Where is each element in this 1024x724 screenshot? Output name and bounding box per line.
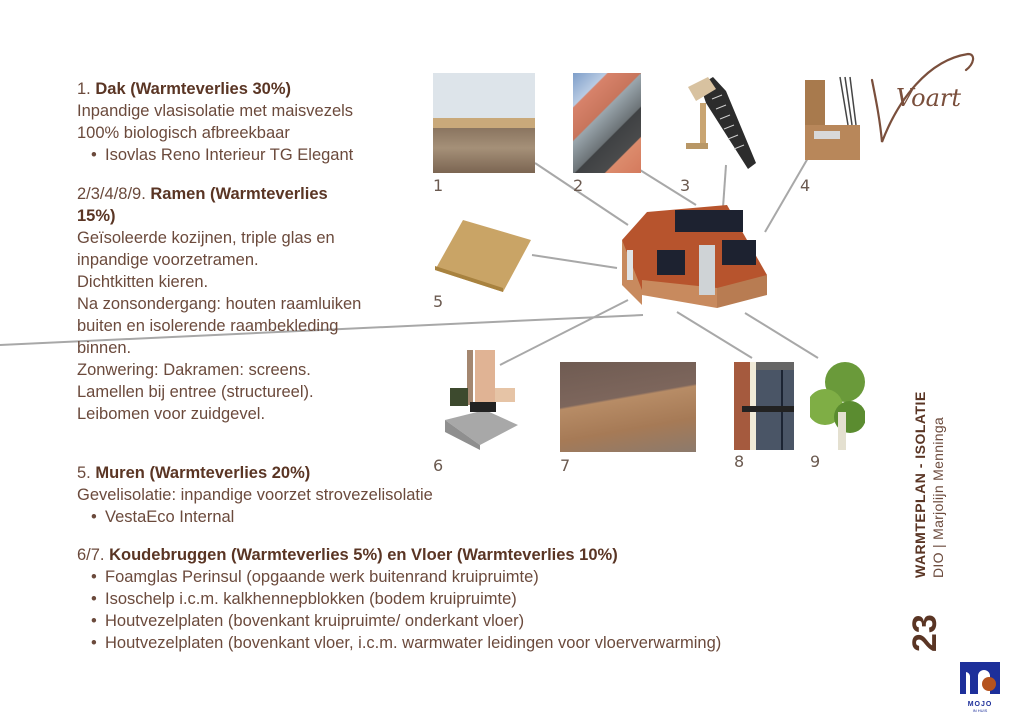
mojo-brand-tagline: IN HUIS [972, 708, 988, 713]
dak-line: Inpandige vlasisolatie met maisvezels [77, 102, 354, 120]
photo-espalier-tree [810, 362, 865, 450]
mojo-logo-icon [958, 660, 1002, 694]
photo-window-shutter [734, 362, 794, 450]
image-label: 1 [433, 176, 444, 195]
side-title: WARMTEPLAN - ISOLATIE [912, 391, 928, 578]
ramen-line: inpandige voorzetramen. [77, 251, 259, 269]
voart-logo [868, 50, 978, 150]
section-vloer [77, 544, 721, 654]
ramen-line: Dichtkitten kieren. [77, 273, 209, 291]
photo-crawlspace-gravel [560, 362, 696, 452]
muren-bullet: • VestaEco Internal [91, 506, 433, 528]
image-label: 6 [433, 456, 444, 475]
mojo-logo [958, 660, 1002, 716]
ramen-heading: 2/3/4/8/9. Ramen (Warmteverlies [77, 185, 328, 203]
muren-heading: 5. Muren (Warmteverlies 20%) [77, 464, 311, 482]
image-label: 5 [433, 292, 444, 311]
photo-window-frame [800, 75, 860, 165]
dak-bullet: • Isovlas Reno Interieur TG Elegant [91, 144, 353, 166]
section-dak [77, 78, 353, 166]
image-label: 4 [800, 176, 811, 195]
photo-straw-board [433, 218, 533, 293]
photo-roof-window [573, 73, 641, 173]
diagram-foundation [440, 340, 520, 450]
ramen-line: Lamellen bij entree (structureel). [77, 383, 314, 401]
muren-line: Gevelisolatie: inpandige voorzet strovezelisolatie [77, 486, 433, 504]
ramen-line: Leibomen voor zuidgevel. [77, 405, 266, 423]
diagram-roof-section [678, 73, 760, 173]
section-muren [77, 462, 433, 528]
vloer-bullet: • Houtvezelplaten (bovenkant vloer, i.c.m. warmwater leidingen voor vloerverwarming) [91, 632, 721, 654]
dak-heading: 1. Dak (Warmteverlies 30%) [77, 80, 292, 98]
vloer-heading: 6/7. Koudebruggen (Warmteverlies 5%) en Vloer (Warmteverlies 10%) [77, 546, 618, 564]
image-label: 9 [810, 452, 821, 471]
house-model [617, 200, 777, 310]
image-label: 7 [560, 456, 571, 475]
section-ramen [77, 183, 361, 425]
mojo-brand-name: MOJO [967, 701, 993, 708]
image-label: 2 [573, 176, 584, 195]
voart-logo-text: Voart [896, 84, 962, 112]
ramen-line: Geïsoleerde kozijnen, triple glas en [77, 229, 335, 247]
ramen-line: binnen. [77, 339, 132, 357]
side-subtitle: DIO | Marjolijn Menninga [930, 416, 946, 578]
image-label: 8 [734, 452, 745, 471]
ramen-line: Zonwering: Dakramen: screens. [77, 361, 311, 379]
vloer-bullet: • Houtvezelplaten (bovenkant kruipruimte/ onderkant vloer) [91, 610, 721, 632]
photo-roof-insulation [433, 73, 535, 173]
page-number: 23 [906, 614, 944, 652]
dak-line: 100% biologisch afbreekbaar [77, 124, 290, 142]
ramen-heading-cont: 15%) [77, 207, 116, 225]
vloer-bullet: • Isoschelp i.c.m. kalkhennepblokken (bodem kruipruimte) [91, 588, 721, 610]
ramen-line: buiten en isolerende raambekleding [77, 317, 339, 335]
ramen-line: Na zonsondergang: houten raamluiken [77, 295, 362, 313]
vloer-bullet: • Foamglas Perinsul (opgaande werk buitenrand kruipruimte) [91, 566, 721, 588]
image-label: 3 [680, 176, 691, 195]
